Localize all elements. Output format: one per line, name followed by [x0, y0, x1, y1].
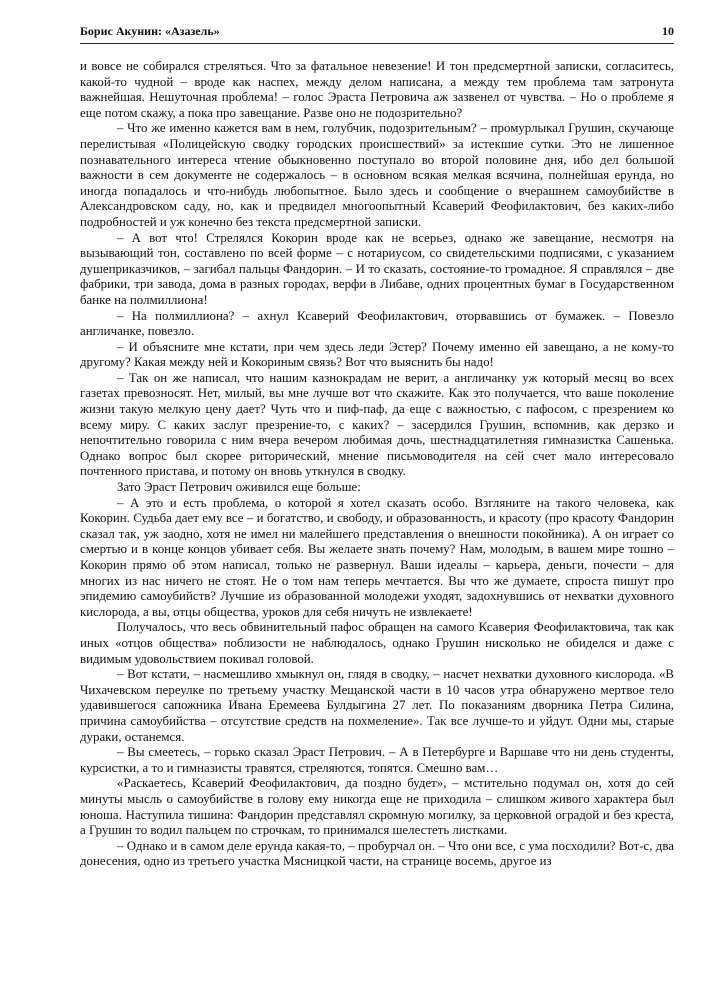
paragraph: Зато Эраст Петрович оживился еще больше: — [117, 480, 361, 495]
paragraph: – И объясните мне кстати, при чем здесь леди Эстер? Почему именно ей завещано, а не кому-то другому? Какая между ней и Кокориным связь? Вот что выяснить бы надо! — [80, 339, 674, 370]
running-header — [80, 21, 674, 44]
book-title: Борис Акунин: «Азазель» — [80, 24, 220, 38]
paragraph: – Вы смеетесь, – горько сказал Эраст Петрович. – А в Петербурге и Варшаве что ни день студенты, курсистки, а то и гимназисты травятся, стреляются, топятся. Смешно вам… — [80, 745, 674, 775]
paragraph: – Так он же написал, что нашим казнокрадам не верит, а англичанку уж который месяц во всех газетах превозносят. Нет, милый, вы мне лучше вот что скажите. Как это получается, что ваше поколение жизни такую мелкую цену дает? Чуть что и пиф-паф, да еще с важностью, с пафосом, с презрением ко всему миру. С каких заслуг презрение-то, с каких? – засердился Грушин, вспомнив, как дерзко и непочтительно говорила с ним вчера вечером любимая дочь, шестнадцатилетняя гимназистка Сашенька. Однако вопрос был скорее риторический, мнение письмоводителя на сей счет мало интересовало почтенного пристава, и потому он вновь уткнулся в сводку. — [80, 370, 674, 479]
paragraph: и вовсе не собирался стреляться. Что за фатальное невезение! И тон предсмертной записки, согласитесь, какой-то чудной – вроде как наспех, между делом написана, а между тем проблема там затронута важнейшая. Нешуточная проблема! – голос Эраста Петровича аж зазвенел от чувства. – Но о проблеме я еще потом скажу, а пока про завещание. Разве оно не подозрительно? — [80, 59, 674, 120]
page-number: 10 — [662, 24, 674, 38]
paragraph: «Раскаетесь, Ксаверий Феофилактович, да поздно будет», – мстительно подумал он, хотя до сей минуты мысль о самоубийстве в голову ему никогда еще не приходила – слишком живого характера был юноша. Наступила тишина: Фандорин представлял скромную могилку, за церковной оградой и без креста, а Грушин то водил пальцем по строчкам, то принимался шелестеть листками. — [80, 776, 674, 838]
paragraph: – А вот что! Стрелялся Кокорин вроде как не всерьез, однако же завещание, несмотря на вызывающий тон, составлено по всей форме – с нотариусом, со свидетельскими подписями, с указанием душеприказчиков, – загибал пальцы Фандорин. – И то сказать, состояние-то громадное. Я справлялся – две фабрики, три завода, дома в разных городах, верфи в Либаве, одних процентных бумаг в Государственном банке на полмиллиона! — [80, 230, 674, 307]
paragraph: – На полмиллиона? – ахнул Ксаверий Феофилактович, оторвавшись от бумажек. – Повезло англичанке, повезло. — [80, 308, 674, 339]
paragraph: – Вот кстати, – насмешливо хмыкнул он, глядя в сводку, – насчет нехватки духовного кислорода. «В Чихачевском переулке по третьему участку Мещанской части в 10 часов утра обнаружено мертвое тело удавившегося сапожника Ивана Еремеева Булдыгина 27 лет. По показаниям дворника Петра Силина, причина самоубийства – отсутствие средств на похмеление». Так все лучше-то и уйдут. Одни мы, старые дураки, останемся. — [80, 667, 674, 744]
paragraph: Получалось, что весь обвинительный пафос обращен на самого Ксаверия Феофилактовича, так как иных «отцов общества» поблизости не наблюдалось, однако Грушин нисколько не обиделся и даже с видимым удовольствием покивал головой. — [80, 620, 674, 666]
paragraph: – Что же именно кажется вам в нем, голубчик, подозрительным? – промурлыкал Грушин, скучающе перелистывая «Полицейскую сводку городских происшествий» за истекшие сутки. Это не лишенное познавательного интереса чтение обыкновенно поступало во второй половине дня, ибо дел большой важности в сем документе не содержалось – в основном всякая мелкая всячина, полнейшая ерунда, но иногда попадалось и что-нибудь любопытное. Было здесь и сообщение о вчерашнем самоубийстве в Александровском саду, но, как и предвидел многоопытный Ксаверий Феофилактович, без каких-либо подробностей и уж конечно без текста предсмертной записки. — [80, 121, 674, 229]
paragraph: – А это и есть проблема, о которой я хотел сказать особо. Взгляните на такого человека, как Кокорин. Судьба дает ему все – и богатство, и свободу, и образованность, и красоту (про красоту Фандорин сказал так, уж заодно, хотя не имел ни малейшего представления о внешности покойника). А он играет со смертью и в конце концов убивает себя. Вы желаете знать почему? Нам, молодым, в вашем мире тошно – Кокорин прямо об этом написал, только не развернул. Ваши идеалы – карьера, деньги, почести – для многих из нас ничего не стоят. Не о том нам теперь мечтается. Вы что же думаете, спроста пишут про эпидемию самоубийств? Лучшие из образованной молодежи уходят, задохнувшись от нехватки духовного кислорода, а вы, отцы общества, уроков для себя ничуть не извлекаете! — [80, 495, 674, 619]
paragraph: – Однако и в самом деле ерунда какая-то, – пробурчал он. – Что они все, с ума посходили? Вот-с, два донесения, одно из третьего участка Мясницкой части, на странице восемь, другое из — [80, 838, 674, 869]
body-text — [80, 59, 674, 870]
